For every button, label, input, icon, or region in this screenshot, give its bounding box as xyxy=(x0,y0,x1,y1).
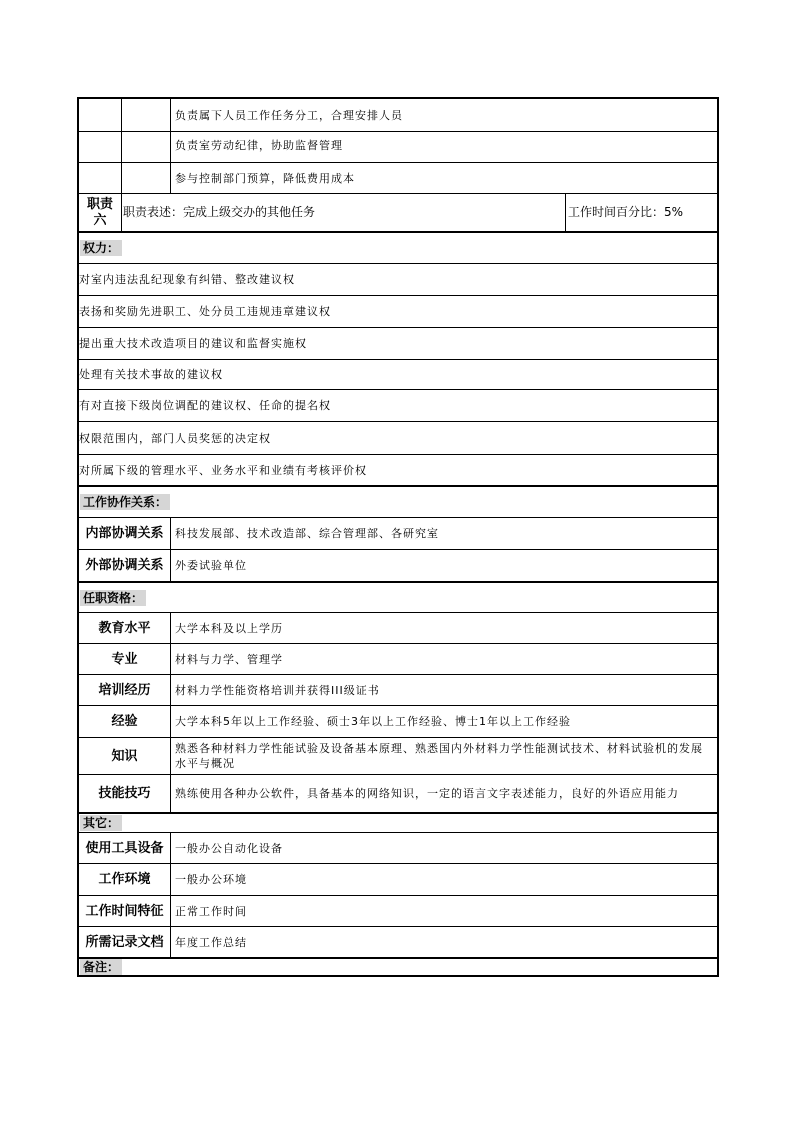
qualification-row xyxy=(79,643,717,674)
qualification-label: 专业 xyxy=(111,651,138,667)
duty-label-line2: 六 xyxy=(93,212,107,228)
authority-item xyxy=(79,359,717,389)
duty-six-row xyxy=(79,193,717,231)
other-label: 工作环境 xyxy=(98,872,151,887)
other-label: 使用工具设备 xyxy=(85,840,164,856)
job-description-table xyxy=(77,97,719,977)
other-row xyxy=(79,832,717,863)
qualifications-heading-row xyxy=(79,581,717,612)
authority-item xyxy=(79,263,717,295)
duty-description: 职责表述：完成上级交办的其他任务 xyxy=(121,194,563,231)
qualification-row xyxy=(79,737,717,774)
other-value: 年度工作总结 xyxy=(170,927,717,957)
task-row xyxy=(79,99,717,131)
other-heading-row xyxy=(79,812,717,832)
qualification-row xyxy=(79,705,717,737)
authority-heading-row xyxy=(79,231,717,263)
other-row xyxy=(79,926,717,957)
other-row xyxy=(79,895,717,926)
authority-text: 对所属下级的管理水平、业务水平和业绩有考核评价权 xyxy=(79,463,367,477)
qualification-value: 材料力学性能资格培训并获得III级证书 xyxy=(170,675,717,705)
duty-six-label xyxy=(79,194,121,231)
task-text: 负责属下人员工作任务分工，合理安排人员 xyxy=(170,99,717,131)
authority-item xyxy=(79,295,717,327)
qualification-value: 大学本科及以上学历 xyxy=(170,613,717,643)
task-text: 参与控制部门预算，降低费用成本 xyxy=(170,163,717,193)
collaboration-value: 外委试验单位 xyxy=(170,550,717,581)
collaboration-row xyxy=(79,517,717,549)
authority-text: 权限范围内，部门人员奖惩的决定权 xyxy=(79,431,271,445)
duty-time-percent: 工作时间百分比：5% xyxy=(565,194,717,231)
collaboration-label: 内部协调关系 xyxy=(85,526,164,541)
authority-item xyxy=(79,389,717,421)
task-row xyxy=(79,131,717,162)
other-label: 工作时间特征 xyxy=(85,903,164,919)
authority-text: 表扬和奖励先进职工、处分员工违规违章建议权 xyxy=(79,305,331,318)
collaboration-heading: 工作协作关系： xyxy=(80,494,170,510)
qualification-label: 经验 xyxy=(111,714,138,729)
other-value: 一般办公环境 xyxy=(170,864,717,895)
authority-heading: 权力： xyxy=(80,240,122,256)
qualifications-heading: 任职资格： xyxy=(80,590,146,606)
collaboration-label: 外部协调关系 xyxy=(85,558,164,573)
other-heading: 其它： xyxy=(80,815,122,831)
other-value: 一般办公自动化设备 xyxy=(170,833,717,863)
qualification-label: 技能技巧 xyxy=(98,786,151,801)
qualification-row xyxy=(79,674,717,705)
collaboration-row xyxy=(79,549,717,581)
authority-text: 对室内违法乱纪现象有纠错、整改建议权 xyxy=(79,273,295,286)
duty-label-line1: 职责 xyxy=(86,196,113,212)
qualification-row xyxy=(79,612,717,643)
qualification-value: 大学本科5年以上工作经验、硕士3年以上工作经验、博士1年以上工作经验 xyxy=(170,706,717,737)
collaboration-heading-row xyxy=(79,485,717,517)
authority-item xyxy=(79,421,717,454)
authority-text: 有对直接下级岗位调配的建议权、任命的提名权 xyxy=(79,399,331,412)
task-text: 负责室劳动纪律，协助监督管理 xyxy=(170,132,717,162)
authority-text: 处理有关技术事故的建议权 xyxy=(79,368,223,381)
authority-item xyxy=(79,327,717,359)
qualification-label: 教育水平 xyxy=(98,620,151,636)
remarks-row xyxy=(79,957,717,975)
other-row xyxy=(79,863,717,895)
authority-item xyxy=(79,454,717,485)
collaboration-value: 科技发展部、技术改造部、综合管理部、各研究室 xyxy=(170,518,717,549)
authority-text: 提出重大技术改造项目的建议和监督实施权 xyxy=(79,337,307,350)
qualification-label: 培训经历 xyxy=(98,682,151,698)
qualification-value: 熟练使用各种办公软件，具备基本的网络知识，一定的语言文字表述能力，良好的外语应用能力 xyxy=(170,775,717,812)
qualification-value: 熟悉各种材料力学性能试验及设备基本原理、熟悉国内外材料力学性能测试技术、材料试验机的发展水平与概况 xyxy=(170,738,717,774)
qualification-value: 材料与力学、管理学 xyxy=(170,644,717,674)
remarks-heading: 备注： xyxy=(80,959,122,975)
other-value: 正常工作时间 xyxy=(170,896,717,926)
qualification-row xyxy=(79,774,717,812)
qualification-label: 知识 xyxy=(111,748,138,764)
task-row xyxy=(79,162,717,193)
other-label: 所需记录文档 xyxy=(85,934,164,950)
